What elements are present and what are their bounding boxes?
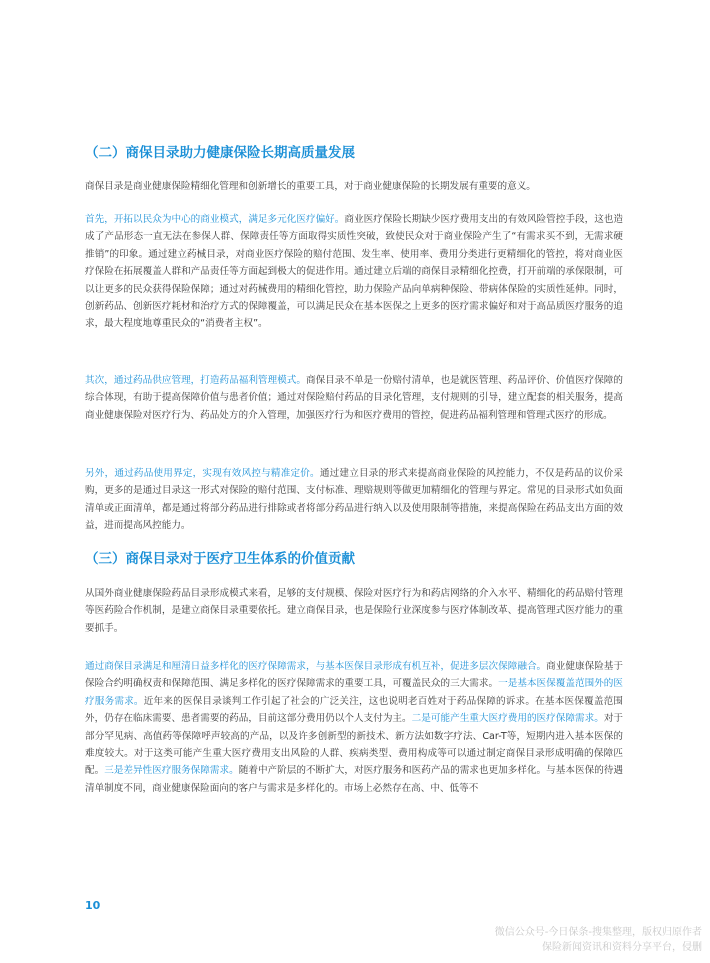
- paragraph-text: 对于部分罕见病、高值药等保障呼声较高的产品，以及许多创新型的新技术、新方法如数字疗法、Car-T等，短期内进入基本医保的难度较大。对于这类可能产生重大医疗费用支出风险的人群、疾病类型、费用构成等可以通过制定商保目录形成明确的保障匹配。: [85, 713, 624, 777]
- section2-paragraph-2: [85, 372, 623, 424]
- watermark: [472, 925, 702, 955]
- highlight-point-2: 二是可能产生重大医疗费用的医疗保障需求。: [411, 713, 604, 725]
- paragraph-text: 近年来的医保目录谈判工作引起了社会的广泛关注，这也说明老百姓对于药品保障的诉求。在基本医保覆盖范围外，仍存在临床需要、患者需要的药品，目前这部分费用仍以个人支付为主。: [85, 695, 624, 725]
- section3-intro-paragraph: 从国外商业健康保险药品目录形成模式来看，足够的支付规模、保险对医疗行为和药店网络的介入水平、精细化的药品赔付管理等医药险合作机制，是建立商保目录重要依托。建立商保目录，也是保险行业深度参与医疗体制改革、提高管理式医疗能力的重要抓手。: [85, 588, 623, 634]
- page-number: 10: [85, 899, 101, 912]
- section2-paragraph-1: [85, 211, 623, 333]
- paragraph-text: 随着中产阶层的不断扩大，对医疗服务和医药产品的需求也更加多样化。与基本医保的待遇清单制度不同，商业健康保险面向的客户与需求是多样化的。市场上必然存在高、中、低等不: [85, 765, 624, 794]
- paragraph-text: 商保目录不单是一份赔付清单，也是就医管理、药品评价、价值医疗保障的综合体现，有助于提高保障价值与患者价值；通过对保险赔付药品的目录化管理，支付规则的引导，建立配套的相关服务，提高商业健康保险对医疗行为、药品处方的介入管理，加强医疗行为和医疗费用的管控，促进药品福利管理和管理式医疗的形成。: [85, 375, 624, 421]
- paragraph-text: 通过建立目录的形式来提高商业保险的风控能力，不仅是药品的议价采购，更多的是通过目录这一形式对保险的赔付范围、支付标准、理赔规则等做更加精细化的管理与界定。常见的目录形式如负面清单或正面清单，都是通过将部分药品进行排除或者将部分药品进行纳入以及使用限制等措施，来提高保险在药品支出方面的效益，进而提高风控能力。: [85, 468, 624, 532]
- section2-intro-paragraph: 商保目录是商业健康保险精细化管理和创新增长的重要工具，对于商业健康保险的长期发展有重要的意义。: [85, 181, 536, 192]
- section-heading-2: （二）商保目录助力健康保险长期高质量发展: [85, 145, 355, 161]
- section2-paragraph-3: [85, 465, 623, 535]
- paragraph-text: 商业健康保险基于保险合约明确权责和保障范围、满足多样化的医疗保障需求的重要工具，可覆盖民众的三大需求。: [85, 661, 624, 690]
- highlight-lead: 另外，通过药品使用界定，实现有效风控与精准定价。: [85, 468, 320, 479]
- section3-paragraph-1: [85, 658, 623, 797]
- highlight-point-3: 三是差异性医疗服务保障需求。: [104, 765, 239, 777]
- highlight-point-1: 一是基本医保覆盖范围外的医疗服务需求。: [85, 678, 624, 707]
- watermark-line-2: 保险新闻资讯和资料分享平台，侵删: [542, 942, 702, 953]
- highlight-lead: 其次，通过药品供应管理，打造药品福利管理模式。: [85, 375, 306, 386]
- highlight-lead: 通过商保目录满足和厘清日益多样化的医疗保障需求，与基本医保目录形成有机互补，促进多层次保障融合。: [85, 661, 547, 672]
- watermark-line-1: 微信公众号-今日保条-搜集整理，版权归原作者: [494, 927, 702, 938]
- paragraph-text: 商业医疗保险长期缺少医疗费用支出的有效风险管控手段，这也造成了产品形态一直无法在参保人群、保障责任等方面取得实质性突破，致使民众对于商业保险产生了“有需求买不到，无需求硬推销”的印象。通过建立药械目录，对商业医疗保险的赔付范围、发生率、使用率、费用分类进行更精细化的管控，将对商业医疗保险在拓展覆盖人群和产品责任等方面起到极大的促进作用。通过建立后端的商保目录精细化控费，打开前端的承保限制，可以让更多的民众获得保险保障；通过对药械费用的精细化管控，助力保险产品向单病种保险、带病体保险的实质性延伸。同时，创新药品、创新医疗耗材和治疗方式的保障覆盖，可以满足民众在基本医保之上更多的医疗需求偏好和对于高品质医疗服务的追求，最大程度地尊重民众的“消费者主权”。: [85, 214, 624, 330]
- section-heading-3: （三）商保目录对于医疗卫生体系的价值贡献: [85, 551, 355, 567]
- highlight-lead: 首先，开拓以民众为中心的商业模式，满足多元化医疗偏好。: [85, 214, 345, 225]
